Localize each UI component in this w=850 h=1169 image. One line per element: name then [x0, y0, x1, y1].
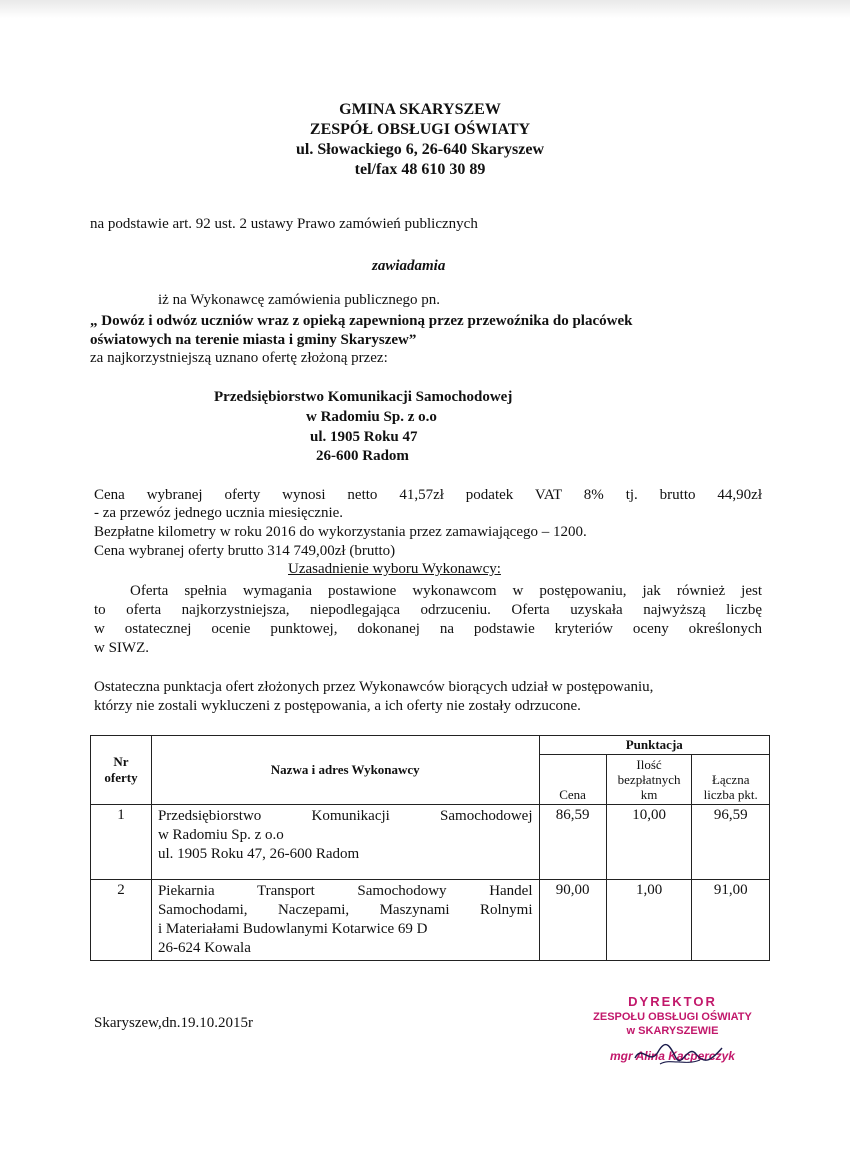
header-line-2: ZESPÓŁ OBSŁUGI OŚWIATY [309, 121, 531, 138]
row-1-price: 86,59 [539, 805, 606, 880]
justification-p1-line-2: to oferta najkorzystniejsza, niepodlegająca odrzuceniu. Oferta uzyskała najwyższą liczbę [94, 602, 762, 618]
justification-heading: Uzasadnienie wyboru Wykonawcy: [288, 561, 501, 577]
stamp-title: DYREKTOR [628, 994, 717, 1009]
winner-line-2: w Radomiu Sp. z o.o [306, 409, 437, 425]
row-2-km: 1,00 [606, 880, 692, 961]
row-1-total: 96,59 [692, 805, 770, 880]
row-2-nr: 2 [91, 880, 152, 961]
price-line-1: Cena wybranej oferty wynosi netto 41,57zł podatek VAT 8% tj. brutto 44,90zł [94, 487, 762, 503]
table-row [91, 805, 770, 880]
justification-p1-line-1: Oferta spełnia wymagania postawione wykonawcom w postępowaniu, jak również jest [130, 583, 762, 599]
subject-title-line-1: „ Dowóz i odwóz uczniów wraz z opieką zapewnioną przez przewoźnika do placówek [90, 313, 633, 329]
row-2-price: 90,00 [539, 880, 606, 961]
col-header-points: Punktacja [539, 736, 769, 755]
table-header-row [91, 736, 770, 755]
header-line-3: ul. Słowackiego 6, 26-640 Skaryszew [296, 141, 544, 158]
scan-top-edge [0, 0, 850, 18]
col-header-total: Łączna liczba pkt. [692, 755, 770, 805]
row-2-name-line-2: Samochodami, Naczepami, Maszynami Rolnymi [157, 902, 533, 918]
header-line-4: tel/fax 48 610 30 89 [354, 161, 486, 178]
stamp-line-2: ZESPOŁU OBSŁUGI OŚWIATY [593, 1011, 752, 1023]
row-2-name-line-3: i Materiałami Budowlanymi Kotarwice 69 D [157, 921, 428, 937]
row-2-name-line-4: 26-624 Kowala [157, 940, 251, 956]
intro-text: na podstawie art. 92 ust. 2 ustawy Prawo zamówień publicznych [90, 216, 478, 232]
price-line-2: - za przewóz jednego ucznia miesięcznie. [94, 505, 344, 521]
row-1-name-line-2: w Radomiu Sp. z o.o [157, 827, 284, 843]
row-1-name-line-1: Przedsiębiorstwo Komunikacji Samochodowej [157, 808, 533, 824]
stamp-line-3: w SKARYSZEWIE [626, 1025, 719, 1037]
justification-p1-line-4: w SIWZ. [94, 640, 149, 656]
justification-p2-line-2: którzy nie zostali wykluczeni z postępowania, a ich oferty nie zostały odrzucone. [94, 698, 581, 714]
row-2-total: 91,00 [692, 880, 770, 961]
row-2-name-line-1: Piekarnia Transport Samochodowy Handel [157, 883, 533, 899]
place-date: Skaryszew,dn.19.10.2015r [94, 1015, 254, 1031]
row-1-nr: 1 [91, 805, 152, 880]
subject-lead: iż na Wykonawcę zamówienia publicznego pn. [158, 292, 441, 308]
winner-line-1: Przedsiębiorstwo Komunikacji Samochodowej [214, 389, 513, 405]
scores-table [90, 735, 770, 961]
winner-line-3: ul. 1905 Roku 47 [310, 429, 418, 445]
row-1-name [151, 805, 539, 880]
col-header-nr: Nr oferty [91, 736, 152, 805]
subject-title-line-2: oświatowych na terenie miasta i gminy Skaryszew” [90, 332, 417, 348]
subject-after: za najkorzystniejszą uznano ofertę złożoną przez: [90, 350, 388, 366]
justification-p1-line-3: w ostatecznej ocenie punktowej, dokonanej na podstawie kryteriów oceny określonych [94, 621, 762, 637]
winner-line-4: 26-600 Radom [316, 448, 409, 464]
row-1-name-line-3: ul. 1905 Roku 47, 26-600 Radom [157, 846, 360, 862]
col-header-price: Cena [539, 755, 606, 805]
price-line-3: Bezpłatne kilometry w roku 2016 do wykorzystania przez zamawiającego – 1200. [94, 524, 587, 540]
price-line-4: Cena wybranej oferty brutto 314 749,00zł (brutto) [94, 543, 396, 559]
col-header-name: Nazwa i adres Wykonawcy [151, 736, 539, 805]
table-row [91, 880, 770, 961]
handwritten-signature [630, 1036, 730, 1076]
row-2-name [151, 880, 539, 961]
row-1-km: 10,00 [606, 805, 692, 880]
col-header-km: Ilość bezpłatnych km [606, 755, 692, 805]
header-line-1: GMINA SKARYSZEW [339, 101, 501, 118]
notice-word: zawiadamia [372, 258, 446, 274]
stamp-name: mgr Alina Kacperczyk [610, 1049, 735, 1063]
justification-p2-line-1: Ostateczna punktacja ofert złożonych przez Wykonawców biorących udział w postępowaniu, [94, 679, 654, 695]
